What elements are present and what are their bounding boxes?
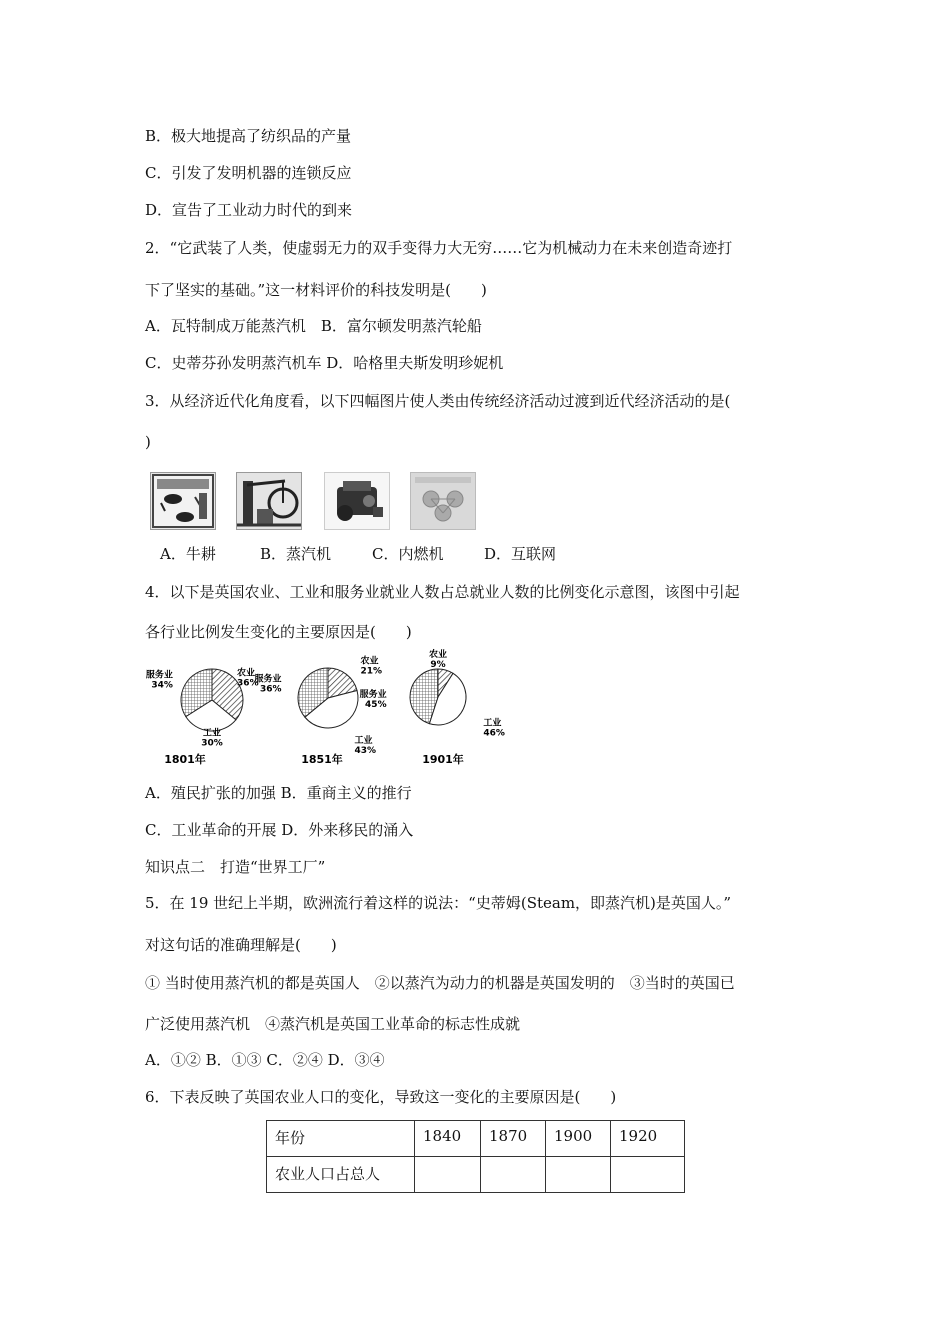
question-3-line-2: ) (145, 433, 151, 451)
table-cell (481, 1157, 546, 1193)
pie-label-name: 农业 (360, 656, 379, 667)
question-4-options-ab: A．殖民扩张的加强 B．重商主义的推行 (145, 784, 412, 802)
pie-title: 1801年 (164, 753, 206, 766)
pie-label-name: 工业 (483, 718, 502, 729)
option-c-label: C．内燃机 (372, 545, 444, 563)
pie-label-name: 工业 (354, 736, 373, 746)
pie-label-value: 46% (483, 728, 505, 739)
question-3-pictures (150, 472, 490, 532)
question-5-line-2: 对这句话的准确理解是( ) (145, 936, 337, 954)
question-6-line-1: 6．下表反映了英国农业人口的变化，导致这一变化的主要原因是( ) (145, 1088, 617, 1106)
population-table (266, 1120, 685, 1193)
question-2-options-ab: A．瓦特制成万能蒸汽机 B．富尔顿发明蒸汽轮船 (145, 317, 482, 335)
pie-charts (140, 649, 505, 770)
option-b: B．极大地提高了纺织品的产量 (145, 127, 352, 145)
table-row-label: 农业人口占总人 (267, 1157, 415, 1193)
table-header-year: 年份 (267, 1121, 415, 1157)
question-4-line-2: 各行业比例发生变化的主要原因是( ) (145, 623, 412, 641)
steam-engine-picture (236, 472, 302, 530)
pie-label-value: 36% (237, 678, 259, 689)
pie-label-name: 农业 (237, 668, 256, 679)
ox-plough-picture (150, 472, 216, 530)
question-5-statements-1: ① 当时使用蒸汽机的都是英国人 ②以蒸汽为动力的机器是英国发明的 ③当时的英国已 (145, 974, 735, 992)
table-header-cell: 1840 (415, 1121, 481, 1157)
combustion-engine-picture (324, 472, 390, 530)
table-row (267, 1121, 685, 1157)
option-c: C．引发了发明机器的连锁反应 (145, 164, 352, 182)
table-cell (611, 1157, 685, 1193)
pie-label-value: 45% (365, 700, 387, 710)
question-2-line-2: 下了坚实的基础。”这一材料评价的科技发明是( ) (145, 281, 487, 299)
internet-picture (410, 472, 476, 530)
pie-label-name: 工业 (202, 728, 222, 739)
pie-title: 1851年 (301, 753, 343, 766)
table-cell (415, 1157, 481, 1193)
question-2-options-cd: C．史蒂芬孙发明蒸汽机车 D．哈格里夫斯发明珍妮机 (145, 354, 504, 372)
pie-label-name: 服务业 (254, 674, 282, 685)
option-a-label: A．牛耕 (160, 545, 216, 563)
pie-label-value: 21% (360, 666, 383, 677)
pie-label-value: 9% (430, 659, 446, 670)
pie-label-value: 30% (201, 738, 223, 749)
pie-label-name: 农业 (428, 649, 448, 660)
pie-label-value: 34% (151, 680, 173, 691)
pie-label-name: 服务业 (145, 670, 173, 681)
table-header-cell: 1920 (611, 1121, 685, 1157)
table-header-cell: 1900 (546, 1121, 611, 1157)
option-b-label: B．蒸汽机 (260, 545, 332, 563)
question-5-statements-2: 广泛使用蒸汽机 ④蒸汽机是英国工业革命的标志性成就 (145, 1015, 521, 1033)
pie-title: 1901年 (422, 753, 464, 766)
option-d-label: D．互联网 (484, 545, 557, 563)
option-d: D．宣告了工业动力时代的到来 (145, 201, 353, 219)
question-3-line-1: 3．从经济近代化角度看，以下四幅图片使人类由传统经济活动过渡到近代经济活动的是( (145, 392, 731, 410)
pie-label-name: 服务业 (359, 690, 387, 700)
question-2-line-1: 2．“它武装了人类，使虚弱无力的双手变得力大无穷……它为机械动力在未来创造奇迹打 (145, 239, 733, 257)
question-4-options-cd: C．工业革命的开展 D．外来移民的涌入 (145, 821, 414, 839)
table-header-cell: 1870 (481, 1121, 546, 1157)
question-5-options: A．①② B．①③ C．②④ D．③④ (145, 1051, 385, 1069)
question-5-line-1: 5．在 19 世纪上半期，欧洲流行着这样的说法：“史蒂姆(Steam，即蒸汽机)是英国人。” (145, 894, 732, 912)
pie-label-value: 43% (354, 746, 377, 756)
table-cell (546, 1157, 611, 1193)
pie-label-value: 36% (259, 684, 282, 695)
section-heading: 知识点二 打造“世界工厂” (145, 858, 326, 876)
question-3-options (160, 543, 556, 564)
table-row (267, 1157, 685, 1193)
question-4-line-1: 4．以下是英国农业、工业和服务业就业人数占总就业人数的比例变化示意图，该图中引起 (145, 583, 740, 601)
